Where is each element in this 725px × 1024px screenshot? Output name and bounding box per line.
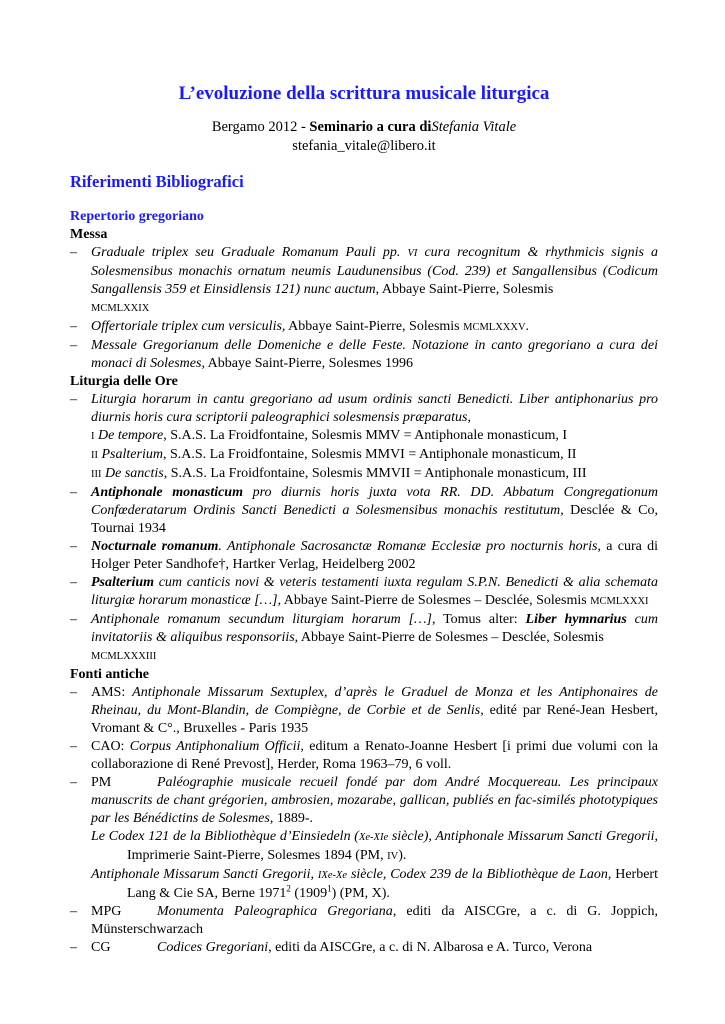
entry-italic: Le Codex 121 de la Bibliothèque d’Einsiedeln ( [91, 829, 359, 844]
entry-italic: Monumenta Paleographica Gregoriana [157, 904, 393, 919]
entry-text: , Abbaye Saint-Pierre de Solesmes – Desclée, Solesmis [294, 630, 604, 645]
entry-text: , Abbaye Saint-Pierre, Solesmes 1996 [201, 356, 413, 371]
byline [70, 118, 658, 137]
entry-smallcaps: VI [407, 248, 418, 259]
entry-italic: Corpus Antiphonalium Officii [129, 739, 301, 754]
pm-volume-line [91, 828, 658, 866]
list-item [70, 318, 658, 337]
volume-number: III [91, 469, 102, 480]
list-item [70, 574, 658, 611]
entry-italic: Antiphonale romanum secundum liturgiam horarum […] [91, 612, 432, 627]
entry-italic: De sanctis [105, 466, 164, 481]
list-messa [70, 244, 658, 373]
list-item [70, 611, 658, 666]
entry-italic: siècle), Antiphonale Missarum Sancti Gregorii [388, 829, 655, 844]
entry-italic: Offertoriale triplex cum versiculis, [91, 319, 286, 334]
place-year: Bergamo 2012 - [211, 119, 310, 135]
source-code: CG [91, 940, 111, 955]
entry-text: , a cura di Holger Peter Sandhofe†, Hartker Verlag, Heidelberg 2002 [91, 539, 659, 572]
list-item [70, 684, 658, 738]
entry-italic: Graduale triplex seu Graduale Romanum Pauli pp. [91, 245, 408, 260]
author-email: stefania_vitale@libero.it [292, 138, 436, 154]
entry-italic: Messale Gregorianum delle Domeniche e delle Feste. Notazione in canto gregoriano a cura dei monaci di Solesmes [91, 338, 658, 371]
entry-text: Abbaye Saint-Pierre, Solesmis [285, 319, 464, 334]
entry-italic: Liturgia horarum in cantu gregoriano ad usum ordinis sancti Benedicti. Liber antiphonarius pro diurnis horis cura scriptorii paleographici solesmensis præparatus [91, 392, 658, 425]
entry-italic: Antiphonale Missarum Sextuplex, d’après le Graduel de Monza et les Antiphonaires de Rheinau, du Mont-Blandin, de Compiègne, de Corbie et de Senlis [91, 685, 659, 718]
entry-italic: De tempore [98, 428, 164, 443]
document-title: L’evoluzione della scrittura musicale liturgica [178, 83, 550, 104]
list-item [70, 774, 658, 903]
entry-italic: siècle, Codex 239 de la Bibliothèque de Laon [347, 867, 608, 882]
source-code: PM [91, 775, 112, 790]
list-item [70, 903, 658, 939]
group-title-fonti: Fonti antiche [70, 667, 149, 682]
entry-text: ) (PM, X). [331, 886, 390, 901]
entry-smallcaps: IXe-Xe [317, 870, 348, 881]
entry-text: , edité par René-Jean Hesbert, Vromant & C°., Bruxelles - Paris 1935 [91, 703, 658, 736]
volume-line [91, 427, 658, 446]
entry-text: , Abbaye Saint-Pierre de Solesmes – Desclée, Solesmis [277, 593, 591, 608]
list-item [70, 337, 658, 373]
list-item [70, 939, 658, 957]
group-title-messa: Messa [70, 227, 108, 242]
source-code: AMS: [91, 685, 133, 700]
entry-text: , Tomus alter: [431, 612, 526, 627]
entry-text: , S.A.S. La Froidfontaine, Solesmis MMVII = Antiphonale monasticum, III [163, 466, 587, 481]
entry-text: ). [398, 848, 407, 863]
entry-text: , S.A.S. La Froidfontaine, Solesmis MMVI = Antiphonale monasticum, II [162, 447, 577, 462]
entry-text: . [525, 319, 530, 334]
group-title-ore: Liturgia delle Ore [70, 374, 178, 389]
superscript: 1 [327, 883, 332, 894]
source-code: MPG [91, 904, 122, 919]
volume-number: II [91, 450, 98, 461]
entry-bold: Psalterium [91, 575, 155, 590]
entry-italic: pro diurnis horis juxta vota RR. DD. Abbatum Congregationum Confœderatarum Ordinis Sancti Benedicti a Solesmensibus monachis restitutum, [91, 485, 659, 518]
list-item [70, 738, 658, 774]
entry-italic: cum canticis novi & veteris testamenti iuxta regulam S.P.N. Benedicti & alia schemata liturgiæ horarum monasticæ […] [91, 575, 658, 608]
entry-smallcaps: Xe-XIe [358, 832, 389, 843]
entry-smallcaps: MCMLXXXIII [91, 651, 157, 662]
seminar-label: Seminario a cura di [309, 119, 432, 135]
entry-bold: Nocturnale romanum [91, 539, 219, 554]
entry-text: (1909 [290, 886, 328, 901]
list-ore [70, 391, 658, 666]
volume-number: I [91, 431, 95, 442]
entry-text: , 1889-. [269, 811, 314, 826]
entry-smallcaps: IV [387, 851, 399, 862]
entry-italic: . Antiphonale Sacrosanctæ Romanæ Ecclesiæ pro nocturnis horis [218, 539, 598, 554]
entry-italic: Codices Gregoriani [157, 940, 269, 955]
entry-bold: Liber hymnarius [525, 612, 627, 627]
list-item [70, 391, 658, 484]
list-item [70, 484, 658, 538]
entry-italic: Psalterium [101, 447, 163, 462]
entry-italic: cura recognitum & rhythmicis signis a Solesmensibus monachis ornatum neumis Laudunensibus (Cod. 239) et Sangallensibus (Codicum Sangallensis 359 et Einsidlensis 121) nunc auctum [91, 245, 658, 297]
entry-text: , editi da AISCGre, a c. di N. Albarosa e A. Turco, Verona [268, 940, 593, 955]
entry-italic: cum invitatoriis & aliquibus responsoriis [91, 612, 658, 645]
source-code: CAO: [91, 739, 130, 754]
entry-text: , editi da AISCGre, a c. di G. Joppich, Münsterschwarzach [91, 904, 658, 937]
list-fonti [70, 684, 658, 957]
superscript: 2 [286, 883, 291, 894]
entry-italic: Paléographie musicale recueil fondé par dom André Mocquereau. Les principaux manuscrits de chant grégorien, ambrosien, mozarabe, gallican, publiés en fac-similés phototypiques par les Bénédictins de Solesmes [91, 775, 658, 826]
entry-text: , Abbaye Saint-Pierre, Solesmis [375, 282, 554, 297]
pm-volume-line [91, 866, 658, 903]
entry-italic: Antiphonale Missarum Sancti Gregorii, [91, 867, 318, 882]
entry-smallcaps: MCMLXXIX [91, 303, 150, 314]
entry-text: , S.A.S. La Froidfontaine, Solesmis MMV = Antiphonale monasticum, I [163, 428, 568, 443]
entry-smallcaps: MCMLXXXV [463, 322, 526, 333]
entry-text: Desclée & Co, Tournai 1934 [91, 503, 659, 536]
entry-text: , [467, 410, 471, 425]
author-name: Stefania Vitale [431, 119, 517, 135]
subsection-title: Repertorio gregoriano [70, 209, 204, 224]
entry-text: , Herbert Lang & Cie SA, Berne 1971 [127, 867, 658, 901]
entry-bold: Antiphonale monasticum [91, 485, 243, 500]
volume-line [91, 465, 658, 484]
volume-line [91, 446, 658, 465]
list-item [70, 538, 658, 574]
document-page [70, 82, 658, 957]
entry-text: , Imprimerie Saint-Pierre, Solesmes 1894 (PM, [127, 829, 658, 863]
entry-smallcaps: MCMLXXXI [590, 596, 649, 607]
section-title: Riferimenti Bibliografici [70, 172, 244, 191]
list-item [70, 244, 658, 318]
entry-text: , editum a Renato-Joanne Hesbert [i primi due volumi con la collaborazione di René Prevost], Herder, Roma 1963–79, 6 voll. [91, 739, 659, 772]
